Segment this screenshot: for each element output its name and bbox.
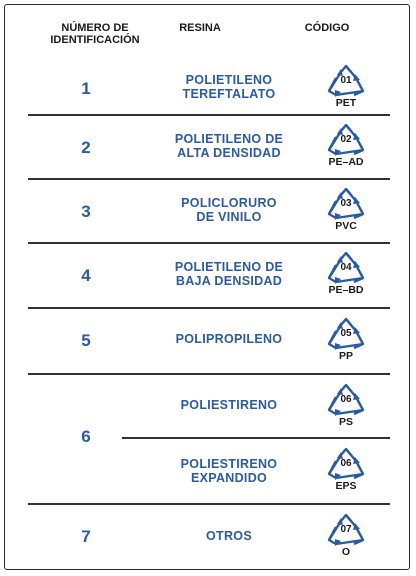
- row-divider: [28, 114, 390, 116]
- code-abbreviation: PE–BD: [328, 284, 364, 296]
- sub-row-divider: [122, 437, 390, 439]
- header-number: [40, 22, 150, 46]
- resin-name: [154, 73, 304, 101]
- row-divider: [28, 373, 390, 375]
- resin-line1: OTROS: [206, 529, 252, 543]
- resin-name: [154, 332, 304, 346]
- code-number: 07: [340, 524, 352, 535]
- row-divider: [28, 307, 390, 309]
- table-row: [28, 250, 390, 300]
- resin-line1: POLIESTIRENO: [180, 457, 278, 471]
- row-divider: [28, 503, 390, 505]
- row-number: 4: [81, 266, 91, 285]
- header-number-line2: IDENTIFICACIÓN: [50, 34, 140, 46]
- resin-name: [154, 196, 304, 224]
- code-number: 05: [340, 328, 352, 339]
- table-row: [28, 315, 390, 367]
- table-row: [28, 64, 390, 114]
- code-abbreviation: PE–AD: [328, 156, 364, 168]
- row-number: 2: [81, 138, 91, 157]
- code-number: 02: [340, 134, 352, 145]
- resin-line2: TEREFTALATO: [182, 87, 276, 101]
- code-abbreviation: PP: [338, 350, 353, 362]
- resin-name: [154, 132, 304, 160]
- code-abbreviation: EPS: [335, 480, 357, 492]
- table-row: [28, 510, 390, 562]
- resin-line1: POLIETILENO: [185, 73, 273, 87]
- row-divider: [28, 178, 390, 180]
- code-abbreviation: PS: [338, 416, 353, 428]
- table-row: [28, 122, 390, 172]
- row-number: 7: [81, 527, 91, 546]
- row-number: 1: [81, 79, 91, 98]
- resin-name: [154, 457, 304, 485]
- row-divider: [28, 242, 390, 244]
- table-row: [28, 186, 390, 236]
- table-row: [28, 381, 390, 501]
- code-number: 01: [340, 75, 352, 86]
- resin-line1: POLIETILENO DE: [174, 260, 284, 274]
- resin-line2: DE VINILO: [196, 210, 262, 224]
- row-number: 5: [81, 331, 91, 350]
- code-number: 04: [340, 262, 352, 273]
- code-number: 06: [340, 394, 352, 405]
- resin-line2: BAJA DENSIDAD: [175, 274, 283, 288]
- resin-name: [154, 398, 304, 412]
- resin-name: [154, 260, 304, 288]
- resin-line2: EXPANDIDO: [190, 471, 268, 485]
- code-number: 03: [340, 198, 352, 209]
- resin-line1: POLIETILENO DE: [174, 132, 284, 146]
- header-code: CÓDIGO: [304, 22, 350, 34]
- code-abbreviation: PET: [335, 97, 357, 109]
- header-number-line1: NÚMERO DE: [61, 22, 129, 34]
- code-number: 06: [340, 458, 352, 469]
- resin-name: [154, 529, 304, 543]
- header-resin: RESINA: [179, 22, 221, 34]
- resin-line2: ALTA DENSIDAD: [177, 146, 281, 160]
- resin-line1: POLIESTIRENO: [180, 398, 278, 412]
- code-abbreviation: PVC: [335, 220, 357, 232]
- row-number: 3: [81, 202, 91, 221]
- resin-line1: POLIPROPILENO: [175, 332, 283, 346]
- code-abbreviation: O: [341, 546, 351, 558]
- resin-line1: POLICLORURO: [181, 196, 277, 210]
- row-number: 6: [81, 427, 91, 446]
